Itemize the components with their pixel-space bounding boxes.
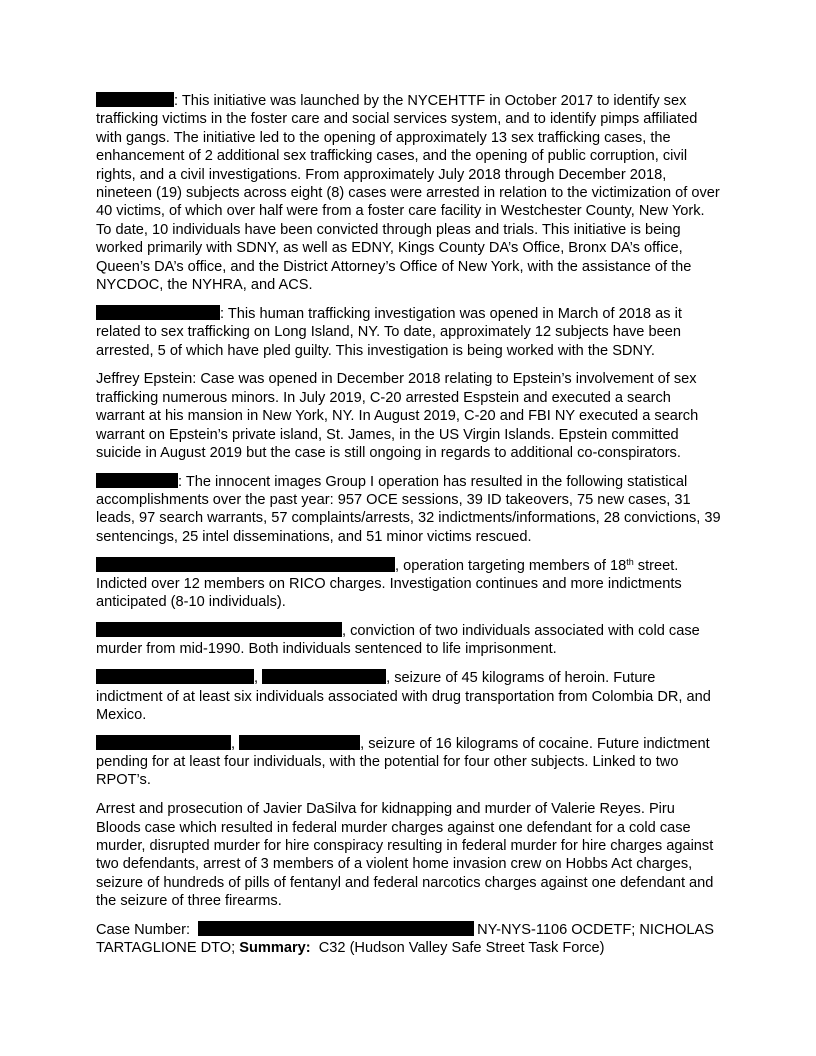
- summary-label: Summary:: [239, 940, 311, 957]
- paragraph-cocaine-seizure: [96, 735, 722, 790]
- redaction-block: [96, 557, 272, 572]
- paragraph-text: , operation targeting members of 18: [395, 557, 627, 574]
- separator: :: [174, 93, 182, 109]
- redaction-block: [227, 622, 342, 637]
- paragraph-text: This initiative was launched by the NYCEHTTF in October 2017 to identify sex trafficking victims in the foster care and social services system, and to identify pimps affiliated with gangs. The initiative led to the opening of approximately 13 sex trafficking cases, the enhancement of 2 additional sex trafficking cases, and the opening of public corruption, civil rights, and a civil investigations. From approximately July 2018 through December 2018, nineteen (19) subjects across eight (8) cases were arrested in relation to the victimization of over 40 victims, of which over half were from a foster care facility in Westchester County, New York. To date, 10 individuals have been convicted through pleas and trials. This initiative is being worked primarily with SDNY, as well as EDNY, Kings County DA’s Office, Bronx DA’s office, Queen’s DA’s office, and the District Attorney’s Office of New York, with the assistance of the NYCDOC, the NYHRA, and ACS.: [96, 93, 720, 294]
- paragraph-case-number: [96, 921, 722, 958]
- paragraph-text: This human trafficking investigation was opened in March of 2018 as it related to sex trafficking on Long Island, NY. To date, approximately 12 subjects have been arrested, 5 of which have pled guilty. This investigation is being worked with the SDNY.: [96, 305, 682, 359]
- paragraph-text: , conviction of two individuals associated with cold case murder from mid-1990. Both individuals sentenced to life imprisonment.: [96, 623, 700, 658]
- paragraph-long-island-investigation: [96, 305, 722, 360]
- separator: :: [220, 305, 228, 322]
- separator: ,: [231, 735, 240, 752]
- case-number-label: Case Number:: [96, 921, 191, 938]
- separator: ,: [254, 670, 263, 687]
- redaction-block: [198, 921, 474, 936]
- paragraph-18th-street-operation: [96, 557, 722, 612]
- redaction-block: [262, 669, 386, 684]
- paragraph-text: Arrest and prosecution of Javier DaSilva for kidnapping and murder of Valerie Reyes. Piru Bloods case which resulted in federal murder charges against one defendant for a cold case murder, disrupted murder for hire conspiracy resulting in federal murder for hire charges against two defendants, arrest of 3 members of a violent home invasion crew on Hobbs Act charges, seizure of hundreds of pills of fentanyl and federal narcotics charges against one defendant and the seizure of three firearms.: [96, 801, 714, 910]
- redaction-block: [96, 622, 227, 637]
- paragraph-foster-care-initiative: [96, 92, 722, 294]
- redaction-block: [96, 735, 231, 750]
- ordinal-superscript: th: [626, 556, 634, 567]
- redaction-block: [272, 557, 395, 572]
- document-page: [96, 92, 722, 968]
- summary-text: C32 (Hudson Valley Safe Street Task Force): [318, 940, 605, 957]
- separator: :: [178, 473, 186, 490]
- paragraph-dasilva-prosecution: [96, 800, 722, 910]
- redaction-block: [96, 669, 254, 684]
- paragraph-cold-case-conviction: [96, 622, 722, 659]
- paragraph-text: street. Indicted over 12 members on RICO charges. Investigation continues and more indictments anticipated (8-10 individuals).: [96, 557, 682, 611]
- paragraph-innocent-images: [96, 473, 722, 547]
- paragraph-text: , seizure of 16 kilograms of cocaine. Future indictment pending for at least four individuals, with the potential for four other subjects. Linked to two RPOT’s.: [96, 735, 710, 789]
- case-number-text: NY-NYS-1106 OCDETF; NICHOLAS TARTAGLIONE DTO;: [96, 921, 714, 957]
- paragraph-text: The innocent images Group I operation has resulted in the following statistical accomplishments over the past year: 957 OCE sessions, 39 ID takeovers, 75 new cases, 31 leads, 97 search warrants, 57 complaints/arrests, 32 indictments/informations, 28 convictions, 39 sentencings, 25 intel disseminations, and 51 minor victims rescued.: [96, 473, 721, 545]
- redaction-block: [96, 92, 174, 107]
- redaction-block: [96, 473, 178, 488]
- redaction-block: [239, 735, 360, 750]
- paragraph-heroin-seizure: [96, 669, 722, 724]
- redaction-block: [96, 305, 220, 320]
- paragraph-text: , seizure of 45 kilograms of heroin. Future indictment of at least six individuals associated with drug transportation from Colombia DR, and Mexico.: [96, 670, 711, 723]
- paragraph-text: Jeffrey Epstein: Case was opened in December 2018 relating to Epstein’s involvement of sex trafficking numerous minors. In July 2019, C-20 arrested Espstein and executed a search warrant at his mansion in New York, NY. In August 2019, C-20 and FBI NY executed a search warrant on Epstein’s private island, St. James, in the US Virgin Islands. Epstein committed suicide in August 2019 but the case is still ongoing in regards to additional co-conspirators.: [96, 371, 699, 461]
- paragraph-epstein-case: [96, 370, 722, 462]
